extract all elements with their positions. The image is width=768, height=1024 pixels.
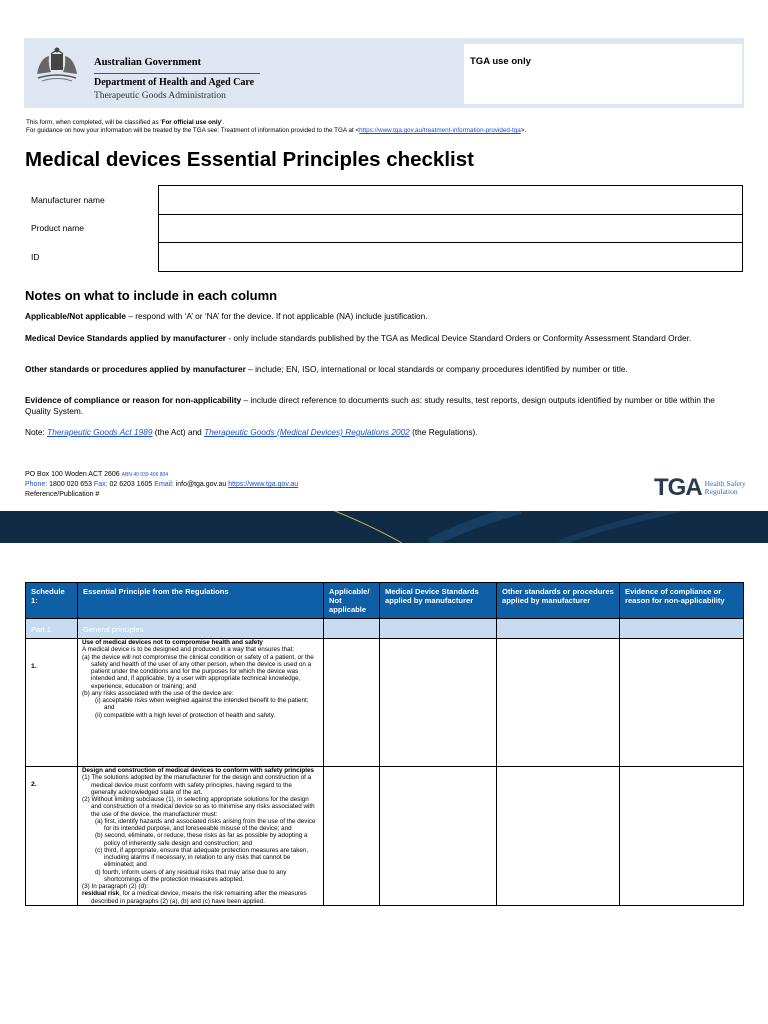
note-applicable xyxy=(25,311,741,322)
column-header-other-standards: Other standards or procedures applied by manufacturer xyxy=(497,583,620,619)
website-link[interactable]: https://www.tga.gov.au xyxy=(228,481,299,488)
treatment-info-link[interactable]: https://www.tga.gov.au/treatment-information-provided-tga xyxy=(359,127,521,134)
principle-line: (2) Without limiting subclause (1), in selecting appropriate solutions for the design and construction of a medical device so as to minimise any risks associated with the use of the device, the manufacturer must: xyxy=(82,796,315,818)
principle-line: (ii) compatible with a high level of protection of health and safety. xyxy=(95,711,276,719)
table-header-row xyxy=(26,583,744,619)
principle-text xyxy=(78,639,324,767)
act-suffix: (the Act) and xyxy=(152,427,205,437)
device-standards-cell[interactable] xyxy=(380,767,497,906)
other-standards-cell[interactable] xyxy=(497,639,620,767)
evidence-cell[interactable] xyxy=(620,767,744,906)
header-divider xyxy=(94,73,260,74)
note-evidence xyxy=(25,395,741,416)
column-header-evidence: Evidence of compliance or reason for non-applicability xyxy=(620,583,744,619)
guidance-text-end: >. xyxy=(520,127,527,134)
manufacturer-name-field[interactable] xyxy=(158,186,743,215)
column-header-device-standards: Medical Device Standards applied by manufacturer xyxy=(380,583,497,619)
note-text: – include; EN, ISO, international or local standards or company procedures identified by number or title. xyxy=(245,364,628,374)
applicable-cell[interactable] xyxy=(324,639,380,767)
notes-heading: Notes on what to include in each column xyxy=(25,288,278,303)
phone-label: Phone: xyxy=(25,481,48,488)
principle-number: 2. xyxy=(26,767,78,906)
table-row xyxy=(26,639,744,767)
product-name-field[interactable] xyxy=(158,214,743,243)
id-row xyxy=(25,243,743,272)
principle-title: Use of medical devices not to compromise health and safety xyxy=(82,639,263,646)
principle-line: (i) acceptable risks when weighed against the intended benefit to the patient; and xyxy=(95,697,309,712)
part-evidence-cell[interactable] xyxy=(620,619,744,639)
note-text: - only include standards published by the TGA as Medical Device Standard Orders or Conformity Assessment Standard Order. xyxy=(226,333,692,343)
principle-line: (b) second, eliminate, or reduce, these risks as far as possible by adopting a policy of inherently safe design and construction; and xyxy=(95,832,308,847)
column-header-schedule: Schedule 1: xyxy=(26,583,78,619)
agency-name: Therapeutic Goods Administration xyxy=(94,91,226,101)
email-label: Email: xyxy=(154,481,174,488)
postal-address: PO Box 100 Woden ACT 2606 xyxy=(25,471,120,478)
part-other-standards-cell[interactable] xyxy=(497,619,620,639)
tga-use-only-label: TGA use only xyxy=(470,56,531,67)
tga-use-only-box[interactable] xyxy=(464,44,742,104)
applicable-cell[interactable] xyxy=(324,767,380,906)
note-device-standards xyxy=(25,333,741,344)
essential-principles-table xyxy=(25,582,744,906)
tagline-line-2: Regulation xyxy=(704,487,738,496)
part-applicable-cell[interactable] xyxy=(324,619,380,639)
note-term: Other standards or procedures applied by manufacturer xyxy=(25,364,246,374)
classification-text: This form, when completed, will be classified as ' xyxy=(26,119,162,126)
principle-line: (a) the device will not compromise the clinical condition or safety of a patient, or the safety and health of the user of any other person, when the device is used on a patient under the conditions and for the purposes for which the device was intended and, if applicable, by a user with appropriate technical knowledge, experience, education or training; and xyxy=(82,653,314,690)
manufacturer-name-label: Manufacturer name xyxy=(31,194,105,205)
note-term: Applicable/Not applicable xyxy=(25,311,126,321)
fax-number: 02 6203 1605 xyxy=(109,481,153,488)
contact-footer xyxy=(25,470,298,500)
principle-line: (b) any risks associated with the use of the device are: xyxy=(82,689,234,697)
tga-logo-letters: TGA xyxy=(654,474,702,501)
tga-logo-tagline xyxy=(705,480,746,497)
other-standards-cell[interactable] xyxy=(497,767,620,906)
principle-line: d) fourth, inform users of any residual risks that may arise due to any shortcomings of the protection measures adopted. xyxy=(95,868,287,883)
reference-number: Reference/Publication # xyxy=(25,491,100,498)
note-text: – respond with ‘A’ or ‘NA’ for the device. If not applicable (NA) include justification. xyxy=(125,311,428,321)
form-header xyxy=(24,38,744,108)
part-heading-row xyxy=(26,619,744,639)
principle-line: (3) In paragraph (2) (d): xyxy=(82,883,148,890)
principle-line: (c) third, if appropriate, ensure that adequate protection measures are taken, including alarms if necessary, in relation to any risks that cannot be eliminated; and xyxy=(95,846,309,869)
part-device-standards-cell[interactable] xyxy=(380,619,497,639)
product-row xyxy=(25,214,743,243)
note-term: Evidence of compliance or reason for non-applicability xyxy=(25,395,242,405)
table-row xyxy=(26,767,744,906)
product-name-label: Product name xyxy=(31,223,84,234)
principle-number: 1. xyxy=(26,639,78,767)
department-name: Department of Health and Aged Care xyxy=(94,77,255,88)
note-term: Medical Device Standards applied by manufacturer xyxy=(25,333,227,343)
definition-text: , for a medical device, means the risk remaining after the measures described in paragraphs (2) (a), (b) and (c) have been applied. xyxy=(91,890,307,905)
tga-logo xyxy=(654,474,746,502)
column-header-principle: Essential Principle from the Regulations xyxy=(78,583,324,619)
act-link[interactable]: Therapeutic Goods Act 1989 xyxy=(47,427,153,437)
email-address: info@tga.gov.au xyxy=(175,481,227,488)
classification-text-end: '. xyxy=(221,119,225,126)
page-break-band xyxy=(0,511,768,543)
defined-term: residual risk xyxy=(82,890,120,898)
id-field[interactable] xyxy=(158,243,743,272)
page-title: Medical devices Essential Principles checklist xyxy=(25,148,474,171)
principle-title: Design and construction of medical devices to conform with safety principles xyxy=(82,767,314,774)
part-number: Part 1. xyxy=(26,619,78,639)
principle-line: A medical device is to be designed and produced in a way that ensures that: xyxy=(82,646,295,654)
coat-of-arms-icon xyxy=(34,44,80,84)
note-prefix: Note: xyxy=(25,427,48,437)
phone-number: 1800 020 653 xyxy=(49,481,92,488)
guidance-text: For guidance on how your information will be treated by the TGA see: Treatment of information provided to the TGA at < xyxy=(26,127,360,134)
principle-line: (a) first, identify hazards and associated risks arising from the use of the device for its intended purpose, and foreseeable misuse of the device; and xyxy=(95,817,316,832)
tagline-line-1: Health Safety xyxy=(704,478,746,488)
abn: ABN 40 939 406 804 xyxy=(121,472,169,478)
fax-label: Fax: xyxy=(93,481,108,488)
note-other-standards xyxy=(25,364,741,375)
classification-level: For official use only xyxy=(161,119,222,126)
government-name: Australian Government xyxy=(94,57,202,68)
part-title: General principles xyxy=(78,619,324,639)
decorative-wave-icon xyxy=(0,511,768,543)
regulations-link[interactable]: Therapeutic Goods (Medical Devices) Regulations 2002 xyxy=(204,427,410,437)
note-text: – include direct reference to documents such as: study results, test reports, design outputs identified by number or title within the Quality System. xyxy=(25,395,715,416)
evidence-cell[interactable] xyxy=(620,639,744,767)
column-header-applicable: Applicable/ Not applicable xyxy=(324,583,380,619)
note-legislation xyxy=(25,427,741,438)
identification-table xyxy=(25,185,743,272)
principle-line: (1) The solutions adopted by the manufacturer for the design and construction of a medical device must conform with safety principles, having regard to the generally acknowledged state of the art. xyxy=(82,774,312,796)
classification-note xyxy=(26,119,526,135)
device-standards-cell[interactable] xyxy=(380,639,497,767)
id-label: ID xyxy=(31,251,40,262)
principle-line xyxy=(82,890,319,905)
regulations-suffix: (the Regulations). xyxy=(409,427,478,437)
manufacturer-row xyxy=(25,186,743,215)
principle-text xyxy=(78,767,324,906)
